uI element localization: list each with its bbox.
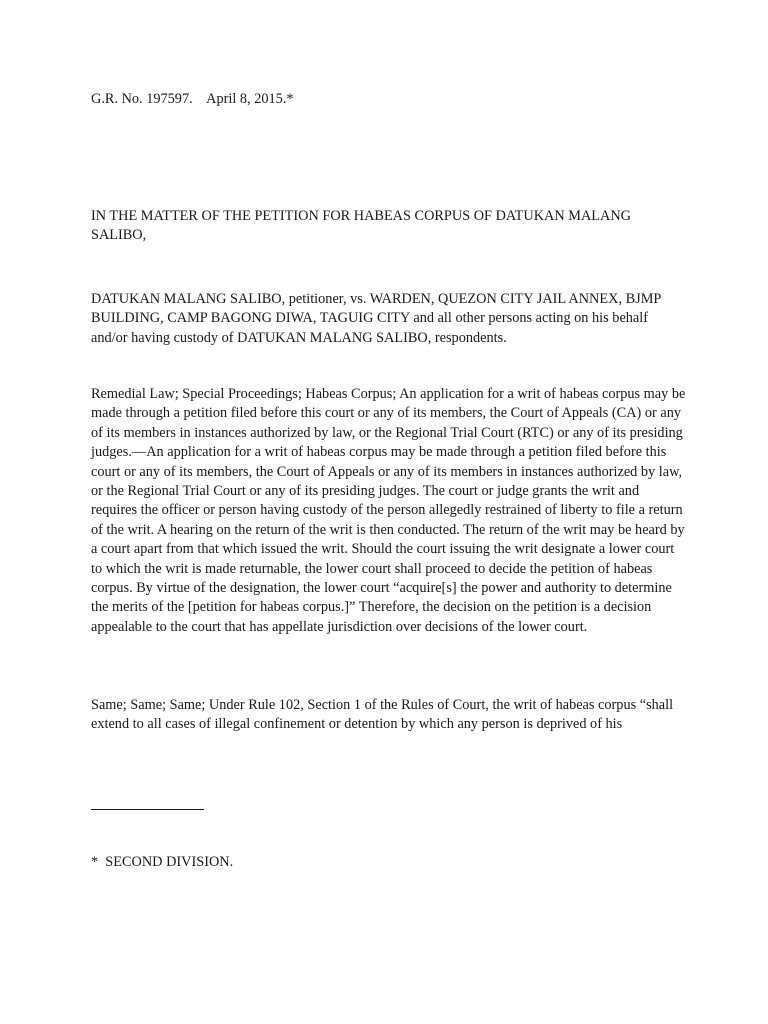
syllabus-paragraph-2: Same; Same; Same; Under Rule 102, Section 1 of the Rules of Court, the writ of habeas corpus “shall extend to all cases of illegal confinement or detention by which any person is deprived of his xyxy=(91,697,674,733)
case-parties: DATUKAN MALANG SALIBO, petitioner, vs. WARDEN, QUEZON CITY JAIL ANNEX, BJMP BUILDING, CAMP BAGONG DIWA, TAGUIG CITY and all other persons acting on his behalf and/or having custody of DATUKAN MALANG SALIBO, respondents. xyxy=(91,291,661,346)
case-title: IN THE MATTER OF THE PETITION FOR HABEAS CORPUS OF DATUKAN MALANG SALIBO, xyxy=(91,208,631,244)
case-number: G.R. No. 197597. April 8, 2015.* xyxy=(91,91,294,107)
footnote-divider xyxy=(91,809,204,810)
syllabus-paragraph-1: Remedial Law; Special Proceedings; Habeas Corpus; An application for a writ of habeas corpus may be made through a petition filed before this court or any of its members, the Court of Appeals (CA) or any of its members in instances authorized by law, or the Regional Trial Court (RTC) or any of its presiding judges.—An application for a writ of habeas corpus may be made through a petition filed before this court or any of its members, the Court of Appeals or any of its members in instances authorized by law, or the Regional Trial Court or any of its presiding judges. The court or judge grants the writ and requires the officer or person having custody of the person allegedly restrained of liberty to file a return of the writ. A hearing on the return of the writ is then conducted. The return of the writ may be heard by a court apart from that which issued the writ. Should the court issuing the writ designate a lower court to which the writ is made returnable, the lower court shall proceed to decide the petition of habeas corpus. By virtue of the designation, the lower court “acquire[s] the power and authority to determine the merits of the [petition for habeas corpus.]” Therefore, the decision on the petition is a decision appealable to the court that has appellate jurisdiction over decisions of the lower court. xyxy=(91,386,686,635)
footnote: * SECOND DIVISION. xyxy=(91,854,234,870)
